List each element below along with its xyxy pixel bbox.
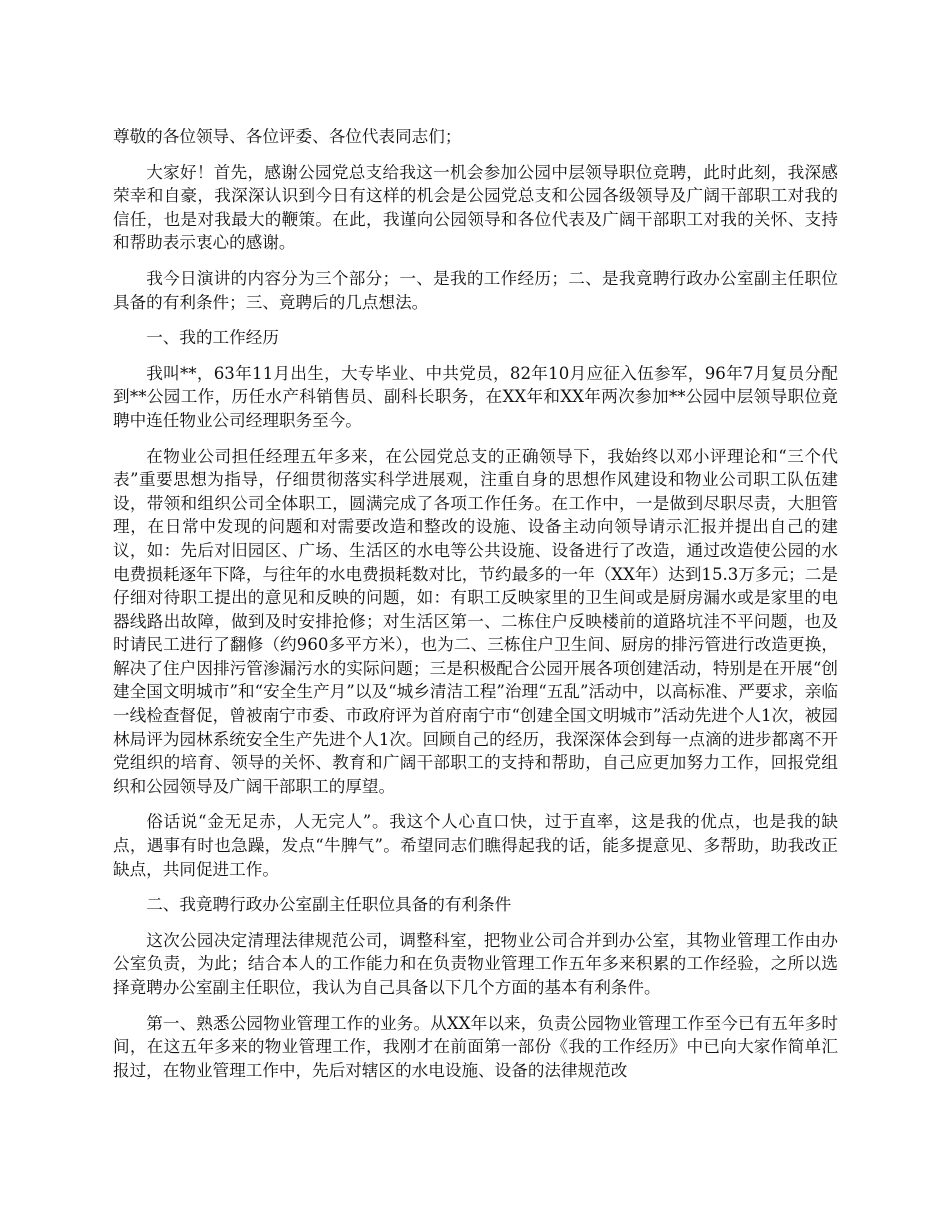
reorganization-paragraph: 这次公园决定清理法律规范公司，调整科室，把物业公司合并到办公室，其物业管理工作由办公室负责，为此；结合本人的工作能力和在负责物业管理工作五年多来积累的工作经验，之所以选择竟聘办公室副主任职位，我认为自己具备以下几个方面的基本有利条件。 <box>113 930 838 997</box>
section-heading-work-experience: 一、我的工作经历 <box>146 328 279 348</box>
first-advantage-paragraph: 第一、熟悉公园物业管理工作的业务。从XX年以来，负责公园物业管理工作至今已有五年多时间，在这五年多来的物业管理工作，我刚才在前面第一部份《我的工作经历》中已向大家作简单汇报过，在物业管理工作中，先后对辖区的水电设施、设备的法律规范改 <box>113 1013 838 1080</box>
property-company-paragraph: 在物业公司担任经理五年多来，在公园党总支的正确领导下，我始终以邓小评理论和“三个代表”重要思想为指导，仔细贯彻落实科学进展观，注重自身的思想作风建设和物业公司职工队伍建设，带领和组织公司全体职工，圆满完成了各项工作任务。在工作中，一是做到尽职尽责，大胆管理，在日常中发现的问题和对需要改造和整改的设施、设备主动向领导请示汇报并提出自己的建议，如：先后对旧园区、广场、生活区的水电等公共设施、设备进行了改造，通过改造使公园的水电费损耗逐年下降，与往年的水电费损耗数对比，节约最多的一年（XX年）达到15.3万多元；二是仔细对待职工提出的意见和反映的问题，如：有职工反映家里的卫生间或是厨房漏水或是家里的电器线路出故障，做到及时安排抢修；对生活区第一、二栋住户反映楼前的道路坑洼不平问题，也及时请民工进行了翻修（约960多平方米），也为二、三栋住户卫生间、厨房的排污管进行改造更换，解决了住户因排污管渗漏污水的实际问题；三是积极配合公园开展各项创建活动，特别是在开展“创建全国文明城市”和“安全生产月”以及“城乡清洁工程”治理“五乱”活动中，以高标准、严要求，亲临一线检查督促，曾被南宁市委、市政府评为首府南宁市“创建全国文明城市”活动先进个人1次，被园林局评为园林系统安全生产先进个人1次。回顾自己的经历，我深深体会到每一点滴的进步都离不开党组织的培育、领导的关怀、教育和广阔干部职工的支持和帮助，自己应更加努力工作，回报党组织和公园领导及广阔干部职工的厚望。 <box>113 446 838 796</box>
opening-paragraph: 大家好！首先，感谢公园党总支给我这一机会参加公园中层领导职位竞聘，此时此刻，我深感荣幸和自豪，我深深认识到今日有这样的机会是公园党总支和公园各级领导及广阔干部职工对我的信任，也是对我最大的鞭策。在此，我谨向公园领导和各位代表及广阔干部职工对我的关怀、支持和帮助表示衷心的感谢。 <box>113 162 838 253</box>
document-page <box>113 125 838 1094</box>
self-assessment-paragraph: 俗话说“金无足赤，人无完人”。我这个人心直口快，过于直率，这是我的优点，也是我的缺点，遇事有时也急躁，发点“牛脾气”。希望同志们瞧得起我的话，能多提意见、多帮助，助我改正缺点，共同促进工作。 <box>113 812 838 879</box>
introduction-paragraph: 我叫**，63年11月出生，大专毕业、中共党员，82年10月应征入伍参军，96年7月复员分配到**公园工作，历任水产科销售员、副科长职务，在XX年和XX年两次参加**公园中层领导职位竟聘中连任物业公司经理职务至今。 <box>113 363 838 430</box>
salutation: 尊敬的各位领导、各位评委、各位代表同志们； <box>113 127 462 146</box>
section-heading-advantages: 二、我竟聘行政办公室副主任职位具备的有利条件 <box>146 895 512 915</box>
outline-paragraph: 我今日演讲的内容分为三个部分；一、是我的工作经历；二、是我竟聘行政办公室副主任职位具备的有利条件；三、竟聘后的几点想法。 <box>113 268 838 312</box>
